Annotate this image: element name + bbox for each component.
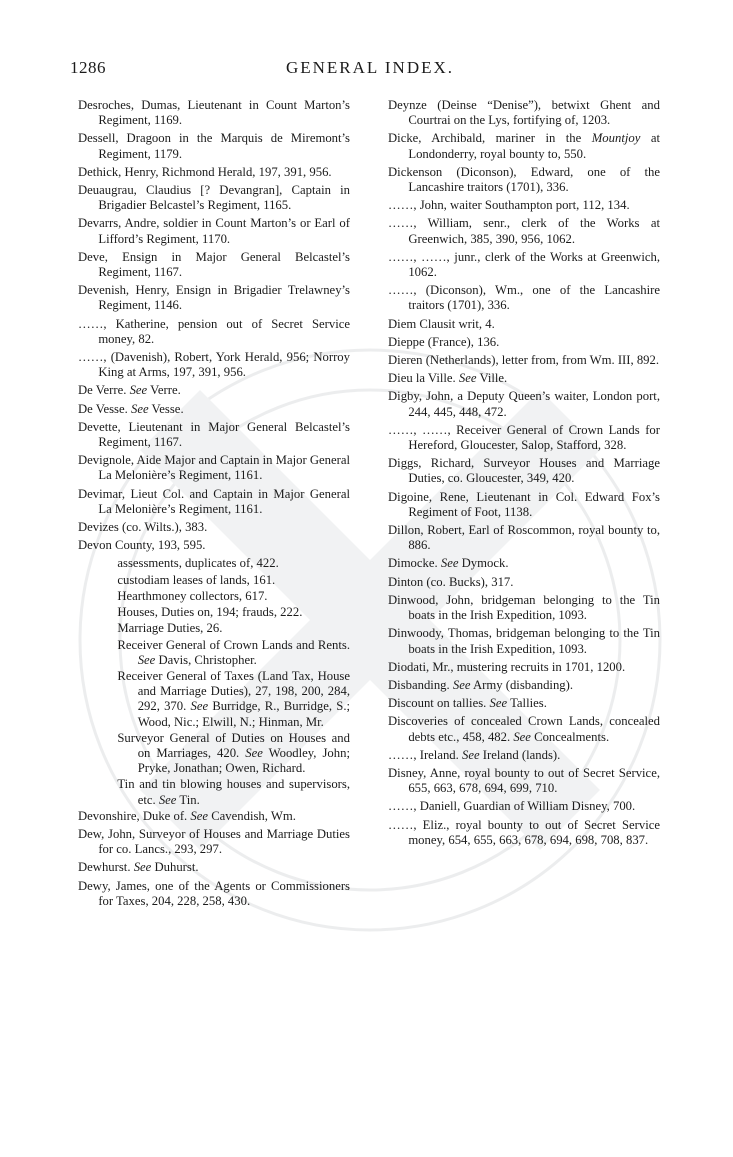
index-entry: [388, 335, 660, 350]
index-subentry: [78, 731, 350, 777]
index-entry: [78, 809, 350, 824]
index-entry: [388, 626, 660, 656]
entry-text: Dicke, Archibald, mariner in the: [388, 131, 582, 146]
reference-target: Woodley, John; Pryke, Jonathan; Owen, Richard.: [137, 745, 350, 776]
index-entry: [388, 317, 660, 332]
index-entry: [388, 456, 660, 486]
entry-text: Disney, Anne, royal bounty to out of Secret Service, 655, 663, 678, 694, 699, 710.: [388, 765, 660, 796]
index-entry: [388, 714, 660, 744]
entry-text: Houses, Duties on, 194; frauds, 222.: [117, 605, 303, 620]
index-subentry: [78, 589, 350, 604]
index-subentry: [78, 669, 350, 730]
entry-text: Marriage Duties, 26.: [117, 621, 223, 636]
reference-target: at Londonderry, royal bounty to, 550.: [408, 131, 660, 161]
see-reference: Mountjoy: [591, 131, 641, 146]
entry-text: ……, John, waiter Southampton port, 112, 134.: [388, 198, 630, 213]
index-entry: [78, 131, 350, 161]
entry-text: Dimocke.: [388, 556, 438, 571]
see-reference: See: [452, 677, 471, 692]
entry-text: Dinwoody, Thomas, bridgeman belonging to the Tin boats in the Irish Expedition, 1093.: [388, 626, 660, 656]
entry-text: Deve, Ensign in Major General Belcastel’s Regiment, 1167.: [78, 249, 350, 280]
reference-target: Duhurst.: [154, 860, 199, 875]
index-entry: [78, 283, 350, 313]
index-entry: [388, 799, 660, 814]
index-entry: [388, 250, 660, 280]
entry-text: Dessell, Dragoon in the Marquis de Miremont’s Regiment, 1179.: [78, 131, 350, 161]
index-subentry: [78, 777, 350, 807]
entry-text: Diggs, Richard, Surveyor Houses and Marriage Duties, co. Gloucester, 349, 420.: [388, 456, 660, 486]
entry-text: Deuaugrau, Claudius [? Devangran], Captain in Brigadier Belcastel’s Regiment, 1165.: [78, 183, 350, 213]
index-subentry: [78, 621, 350, 636]
entry-text: Desroches, Dumas, Lieutenant in Count Marton’s Regiment, 1169.: [78, 98, 350, 128]
entry-text: De Verre.: [78, 383, 127, 398]
entry-text: De Vesse.: [78, 401, 128, 416]
reference-target: Ville.: [479, 371, 508, 386]
entry-text: Devimar, Lieut Col. and Captain in Major General La Melonière’s Regiment, 1161.: [78, 486, 350, 516]
index-entry: [78, 350, 350, 380]
entry-text: Devignole, Aide Major and Captain in Major General La Melonière’s Regiment, 1161.: [78, 453, 350, 483]
entry-text: Receiver General of Taxes (Land Tax, House and Marriage Duties), 27, 198, 200, 284, 292, 370.: [117, 668, 350, 714]
entry-text: Tin and tin blowing houses and supervisors, etc.: [117, 777, 350, 807]
index-entry: [388, 131, 660, 161]
see-reference: See: [133, 860, 152, 875]
entry-text: Deynze (Deinse “Denise”), betwixt Ghent and Courtrai on the Lys, fortifying of, 1203.: [388, 98, 660, 128]
reference-target: Tallies.: [510, 696, 547, 711]
see-reference: See: [245, 745, 263, 760]
index-entry: [388, 593, 660, 623]
entry-text: Surveyor General of Duties on Houses and on Marriages, 420.: [117, 730, 350, 760]
index-entry: [388, 556, 660, 571]
reference-target: Burridge, R., Burridge, S.; Wood, Nic.; Elwill, N.; Hinman, Mr.: [137, 699, 351, 729]
entry-text: ……, (Davenish), Robert, York Herald, 956; Norroy King at Arms, 197, 391, 956.: [78, 350, 350, 380]
entry-text: Diem Clausit writ, 4.: [388, 316, 495, 331]
entry-text: Devon County, 193, 595.: [78, 538, 206, 553]
index-entry: [78, 538, 350, 553]
entry-text: ……, ……, junr., clerk of the Works at Greenwich, 1062.: [388, 249, 660, 280]
index-entry: [78, 317, 350, 347]
entry-text: Devizes (co. Wilts.), 383.: [78, 520, 208, 535]
right-column: [388, 98, 660, 851]
index-entry: [78, 383, 350, 398]
index-entry: [388, 165, 660, 195]
see-reference: See: [190, 808, 209, 823]
entry-text: Dethick, Henry, Richmond Herald, 197, 391, 956.: [78, 164, 332, 179]
left-column: [78, 98, 350, 912]
index-entry: [388, 353, 660, 368]
see-reference: See: [462, 747, 480, 762]
page-number: 1286: [70, 58, 106, 77]
index-subentry: [78, 556, 350, 571]
index-entry: [78, 520, 350, 535]
see-reference: See: [440, 556, 459, 571]
see-reference: See: [513, 729, 531, 744]
entry-text: Disbanding.: [388, 677, 450, 692]
index-entry: [388, 216, 660, 246]
entry-text: Dillon, Robert, Earl of Roscommon, royal bounty to, 886.: [388, 523, 660, 553]
entry-text: ……, William, senr., clerk of the Works at Greenwich, 385, 390, 956, 1062.: [388, 216, 660, 246]
index-subentry: [78, 573, 350, 588]
entry-text: Digoine, Rene, Lieutenant in Col. Edward Fox’s Regiment of Foot, 1138.: [388, 489, 660, 519]
entry-text: Devenish, Henry, Ensign in Brigadier Trelawney’s Regiment, 1146.: [78, 283, 350, 313]
index-entry: [78, 402, 350, 417]
index-entry: [388, 423, 660, 453]
see-reference: See: [137, 652, 156, 667]
entry-text: Diodati, Mr., mustering recruits in 1701, 1200.: [388, 659, 626, 674]
entry-text: Devarrs, Andre, soldier in Count Marton’s or Earl of Lifford’s Regiment, 1170.: [78, 216, 350, 246]
see-reference: See: [130, 401, 149, 416]
index-entry: [388, 678, 660, 693]
entry-text: ……, Ireland.: [388, 747, 459, 762]
entry-text: Devette, Lieutenant in Major General Belcastel’s Regiment, 1167.: [78, 419, 350, 450]
entry-text: Dewy, James, one of the Agents or Commissioners for Taxes, 204, 228, 258, 430.: [78, 878, 350, 908]
reference-target: Tin.: [179, 792, 200, 807]
reference-target: Vesse.: [151, 401, 184, 416]
entry-text: assessments, duplicates of, 422.: [117, 556, 279, 571]
entry-text: Digby, John, a Deputy Queen’s waiter, London port, 244, 445, 448, 472.: [388, 389, 660, 419]
reference-target: Army (disbanding).: [472, 677, 574, 692]
index-entry: [388, 98, 660, 128]
index-entry: [388, 389, 660, 419]
reference-target: Ireland (lands).: [482, 747, 561, 762]
entry-text: ……, (Diconson), Wm., one of the Lancashire traitors (1701), 336.: [388, 283, 660, 313]
entry-text: Discoveries of concealed Crown Lands, concealed debts etc., 458, 482.: [388, 714, 660, 744]
reference-target: Davis, Christopher.: [158, 652, 257, 667]
index-entry: [388, 660, 660, 675]
index-entry: [388, 490, 660, 520]
see-reference: See: [129, 383, 148, 398]
index-entry: [78, 827, 350, 857]
index-entry: [388, 283, 660, 313]
reference-target: Dymock.: [461, 556, 509, 571]
index-entry: [78, 453, 350, 483]
reference-target: Cavendish, Wm.: [211, 808, 296, 823]
see-reference: See: [190, 699, 209, 714]
index-entry: [388, 371, 660, 386]
reference-target: Verre.: [150, 383, 181, 398]
entry-text: Dieppe (France), 136.: [388, 334, 500, 349]
index-entry: [388, 748, 660, 763]
index-entry: [78, 420, 350, 450]
entry-text: Dieu la Ville.: [388, 371, 456, 386]
entry-text: Dew, John, Surveyor of Houses and Marriage Duties for co. Lancs., 293, 297.: [78, 826, 350, 857]
index-entry: [388, 523, 660, 553]
entry-text: ……, Eliz., royal bounty to out of Secret Service money, 654, 655, 663, 678, 694, 698, 708, 837.: [388, 817, 660, 847]
entry-text: Dewhurst.: [78, 860, 131, 875]
index-entry: [388, 575, 660, 590]
entry-text: ……, Daniell, Guardian of William Disney, 700.: [388, 799, 636, 814]
running-title: GENERAL INDEX.: [285, 58, 455, 77]
index-entry: [78, 165, 350, 180]
index-entry: [78, 183, 350, 213]
entry-text: Dinton (co. Bucks), 317.: [388, 574, 514, 589]
index-entry: [388, 198, 660, 213]
entry-text: Dickenson (Diconson), Edward, one of the Lancashire traitors (1701), 336.: [388, 164, 660, 195]
index-entry: [78, 860, 350, 875]
see-reference: See: [489, 696, 508, 711]
index-entry: [388, 766, 660, 796]
index-entry: [78, 487, 350, 517]
index-entry: [78, 98, 350, 128]
see-reference: See: [158, 792, 177, 807]
entry-text: Devonshire, Duke of.: [78, 808, 188, 823]
index-entry: [78, 250, 350, 280]
entry-text: Dinwood, John, bridgeman belonging to the Tin boats in the Irish Expedition, 1093.: [388, 592, 660, 623]
index-entry: [388, 818, 660, 848]
entry-text: Discount on tallies.: [388, 696, 487, 711]
entry-text: custodiam leases of lands, 161.: [117, 572, 276, 587]
index-entry: [388, 696, 660, 711]
index-entry: [78, 216, 350, 246]
index-subentry: [78, 605, 350, 620]
entry-text: Hearthmoney collectors, 617.: [117, 588, 268, 603]
reference-target: Concealments.: [534, 729, 610, 744]
entry-text: Dieren (Netherlands), letter from, from Wm. III, 892.: [388, 353, 660, 368]
entry-text: ……, Katherine, pension out of Secret Service money, 82.: [78, 316, 350, 346]
index-entry: [78, 879, 350, 909]
page-header: [70, 58, 670, 82]
entry-text: Receiver General of Crown Lands and Rents.: [117, 637, 350, 652]
index-subentry: [78, 638, 350, 668]
entry-text: ……, ……, Receiver General of Crown Lands for Hereford, Gloucester, Salop, Stafford, 328.: [388, 422, 660, 453]
see-reference: See: [458, 371, 477, 386]
